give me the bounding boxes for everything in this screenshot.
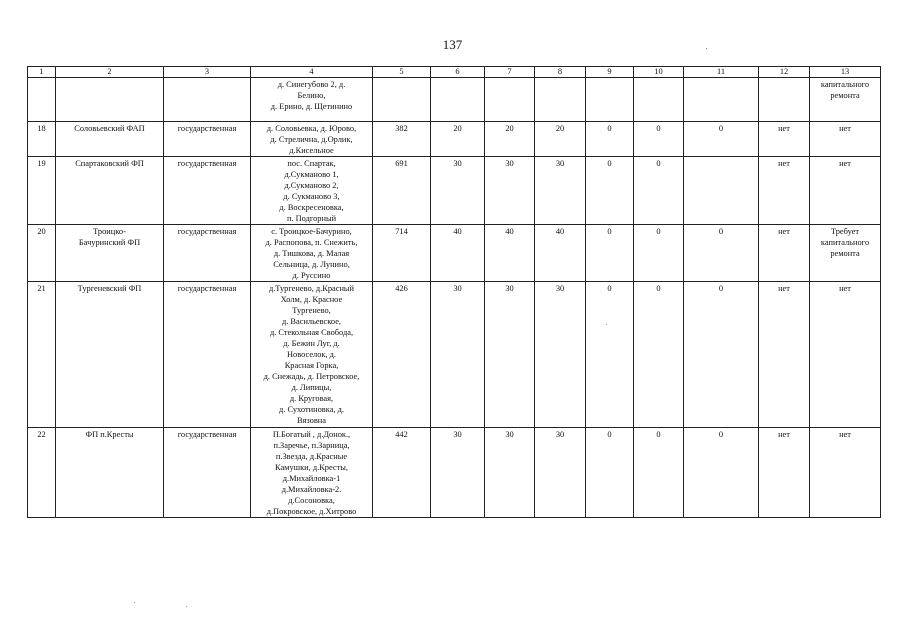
header-cell: 4 [251,67,373,78]
value-col-7: 30 [485,157,535,225]
table-row [28,157,881,225]
value-col-12: нет [759,428,810,518]
scan-speck [706,48,707,49]
value-col-8: 40 [535,225,586,282]
value-col-11: 0 [684,428,759,518]
scan-speck [134,602,135,603]
value-col-11 [684,157,759,225]
value-col-7: 20 [485,122,535,157]
value-col-6: 30 [431,282,485,428]
ownership [164,78,251,122]
served-settlements: д. Синегубово 2, д. Белино, д. Ерино, д. Щетинино [251,78,373,122]
value-col-7 [485,78,535,122]
facility-name: ФП п.Кресты [56,428,164,518]
header-cell: 7 [485,67,535,78]
value-col-7: 30 [485,428,535,518]
value-col-10: 0 [634,225,684,282]
header-cell: 9 [586,67,634,78]
row-number: 22 [28,428,56,518]
population: 691 [373,157,431,225]
served-settlements: с. Троицкое-Бачурино, д. Распопова, п. Снежить, д. Тишкова, д. Малая Сельница, д. Лунино, д. Руссино [251,225,373,282]
population: 426 [373,282,431,428]
value-col-10: 0 [634,157,684,225]
value-col-9: 0 [586,225,634,282]
ownership: государственная [164,428,251,518]
building-condition: нет [810,428,881,518]
value-col-6 [431,78,485,122]
value-col-8: 30 [535,157,586,225]
served-settlements: П.Богатый , д.Донок., п.Заречье, п.Зарница, п.Звезда, д.Красные Камушки, д.Кресты, д.Михайловка-1 д.Михайловка-2. д.Сосоновка, д.Покровское, д.Хитрово [251,428,373,518]
building-condition: Требует капитального ремонта [810,225,881,282]
served-settlements: д.Тургенево, д.Красный Холм, д. Красное Тургенево, д. Васильевское, д. Стекольная Свобода, д. Бежин Луг, д. Новоселок, д. Красная Горка, д. Снежадь, д. Петровское, д. Липицы, д. Круговая, д. Сухотиновка, д. Вязовна [251,282,373,428]
value-col-12: нет [759,157,810,225]
value-col-9: 0 [586,428,634,518]
header-cell: 1 [28,67,56,78]
building-condition: нет [810,122,881,157]
header-cell: 8 [535,67,586,78]
facility-name [56,78,164,122]
scan-speck [606,324,607,325]
header-cell: 10 [634,67,684,78]
row-number: 21 [28,282,56,428]
value-col-10 [634,78,684,122]
table-row [28,78,881,122]
value-col-8 [535,78,586,122]
header-cell: 6 [431,67,485,78]
header-cell: 3 [164,67,251,78]
value-col-11: 0 [684,225,759,282]
value-col-6: 30 [431,157,485,225]
ownership: государственная [164,225,251,282]
header-cell: 11 [684,67,759,78]
building-condition: капитального ремонта [810,78,881,122]
value-col-10: 0 [634,428,684,518]
building-condition: нет [810,282,881,428]
scan-speck [186,606,187,607]
value-col-7: 30 [485,282,535,428]
facility-name: Соловьевский ФАП [56,122,164,157]
table-row [28,428,881,518]
value-col-9 [586,78,634,122]
served-settlements: д. Соловьевка, д. Юрово, д. Стрелична, д.Орлик, д.Кисельное [251,122,373,157]
header-cell: 2 [56,67,164,78]
population: 442 [373,428,431,518]
value-col-11: 0 [684,282,759,428]
value-col-12: нет [759,282,810,428]
building-condition: нет [810,157,881,225]
population: 382 [373,122,431,157]
value-col-9: 0 [586,157,634,225]
value-col-8: 20 [535,122,586,157]
served-settlements: пос. Спартак, д.Сукманово 1, д.Сукманово 2, д. Сукманово 3, д. Воскресеновка, п. Подгорный [251,157,373,225]
header-cell: 13 [810,67,881,78]
page-number: 137 [442,37,463,52]
value-col-11: 0 [684,122,759,157]
value-col-12: нет [759,225,810,282]
value-col-10: 0 [634,282,684,428]
ownership: государственная [164,157,251,225]
facilities-table [27,66,881,518]
table-row [28,282,881,428]
row-number: 20 [28,225,56,282]
row-number [28,78,56,122]
ownership: государственная [164,122,251,157]
value-col-12: нет [759,122,810,157]
value-col-8: 30 [535,428,586,518]
row-number: 19 [28,157,56,225]
value-col-6: 30 [431,428,485,518]
population [373,78,431,122]
value-col-9: 0 [586,282,634,428]
table-row [28,225,881,282]
ownership: государственная [164,282,251,428]
value-col-8: 30 [535,282,586,428]
value-col-6: 40 [431,225,485,282]
header-cell: 12 [759,67,810,78]
facility-name: Тургеневский ФП [56,282,164,428]
header-cell: 5 [373,67,431,78]
header-row [28,67,881,78]
facility-name: Троицко- Бачуринский ФП [56,225,164,282]
value-col-12 [759,78,810,122]
value-col-11 [684,78,759,122]
value-col-9: 0 [586,122,634,157]
value-col-10: 0 [634,122,684,157]
value-col-6: 20 [431,122,485,157]
value-col-7: 40 [485,225,535,282]
population: 714 [373,225,431,282]
row-number: 18 [28,122,56,157]
table-row [28,122,881,157]
facility-name: Спартаковский ФП [56,157,164,225]
